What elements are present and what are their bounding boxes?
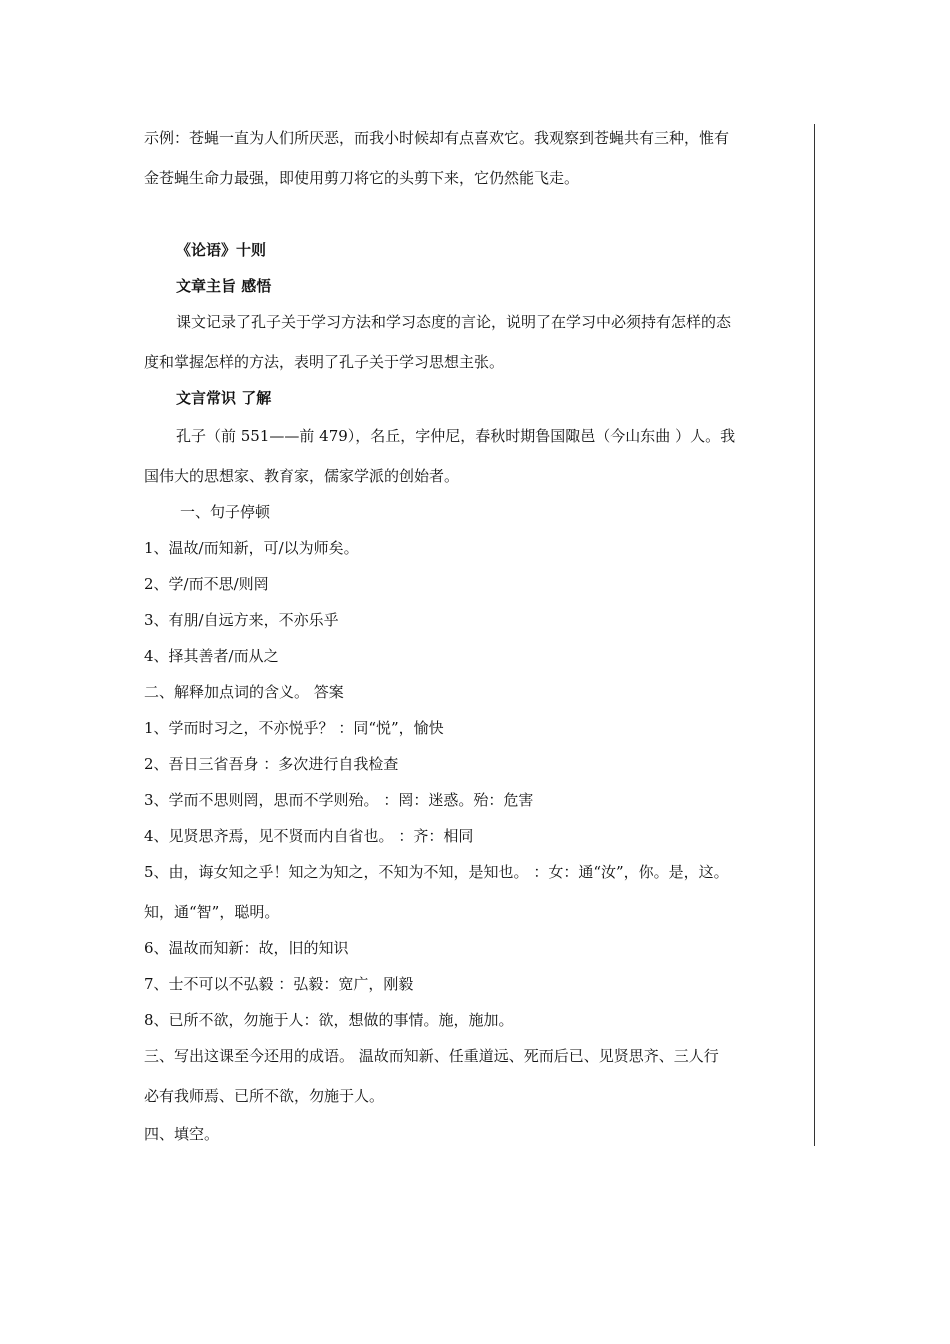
list-item: 7、士不可以不弘毅 ：弘毅：宽广，刚毅 <box>144 975 414 993</box>
lesson-title: 《论语》十则 <box>176 241 267 259</box>
list-item: 6、温故而知新：故，旧的知识 <box>144 939 349 957</box>
list-item: 3、学而不思则罔，思而不学则殆。 ：罔：迷惑。殆：危害 <box>144 791 534 809</box>
section1-heading: 一、句子停顿 <box>180 503 271 521</box>
page-border-line <box>814 124 815 1146</box>
knowledge-heading: 文言常识 了解 <box>176 389 272 407</box>
list-item: 1、温故/而知新，可/以为师矣。 <box>144 539 359 557</box>
section4-heading: 四、填空。 <box>144 1125 220 1143</box>
list-item: 8、已所不欲，勿施于人：欲，想做的事情。施，施加。 <box>144 1011 514 1029</box>
list-item: 2、学/而不思/则罔 <box>144 575 269 593</box>
section2-heading: 二、解释加点词的含义。 答案 <box>144 683 344 701</box>
list-item: 2、吾日三省吾身 ：多次进行自我检查 <box>144 755 399 773</box>
list-item: 3、有朋/自远方来，不亦乐乎 <box>144 611 339 629</box>
example-line-2: 金苍蝇生命力最强，即使用剪刀将它的头剪下来，它仍然能飞走。 <box>144 169 580 187</box>
list-item: 1、学而时习之，不亦悦乎？ ：同“悦”，愉快 <box>144 719 444 737</box>
knowledge-line-2: 国伟大的思想家、教育家，儒家学派的创始者。 <box>144 467 460 485</box>
theme-line-1: 课文记录了孔子关于学习方法和学习态度的言论，说明了在学习中必须持有怎样的态 <box>176 313 732 331</box>
knowledge-line-1: 孔子（前 551——前 479），名丘，字仲尼，春秋时期鲁国陬邑（今山东曲 ）人。我 <box>176 427 736 445</box>
list-item: 4、见贤思齐焉，见不贤而内自省也。 ：齐：相同 <box>144 827 474 845</box>
list-item-continuation: 知，通“智”，聪明。 <box>144 903 280 921</box>
list-item: 5、由，诲女知之乎！知之为知之，不知为不知，是知也。 ：女：通“汝”，你。是，这。 <box>144 863 729 881</box>
list-item: 4、择其善者/而从之 <box>144 647 279 665</box>
theme-line-2: 度和掌握怎样的方法，表明了孔子关于学习思想主张。 <box>144 353 505 371</box>
section3-line-1: 三、写出这课至今还用的成语。 温故而知新、任重道远、死而后已、见贤思齐、三人行 <box>144 1047 719 1065</box>
example-line-1: 示例：苍蝇一直为人们所厌恶，而我小时候却有点喜欢它。我观察到苍蝇共有三种，惟有 <box>144 129 730 147</box>
theme-heading: 文章主旨 感悟 <box>176 277 272 295</box>
section3-line-2: 必有我师焉、已所不欲，勿施于人。 <box>144 1087 385 1105</box>
